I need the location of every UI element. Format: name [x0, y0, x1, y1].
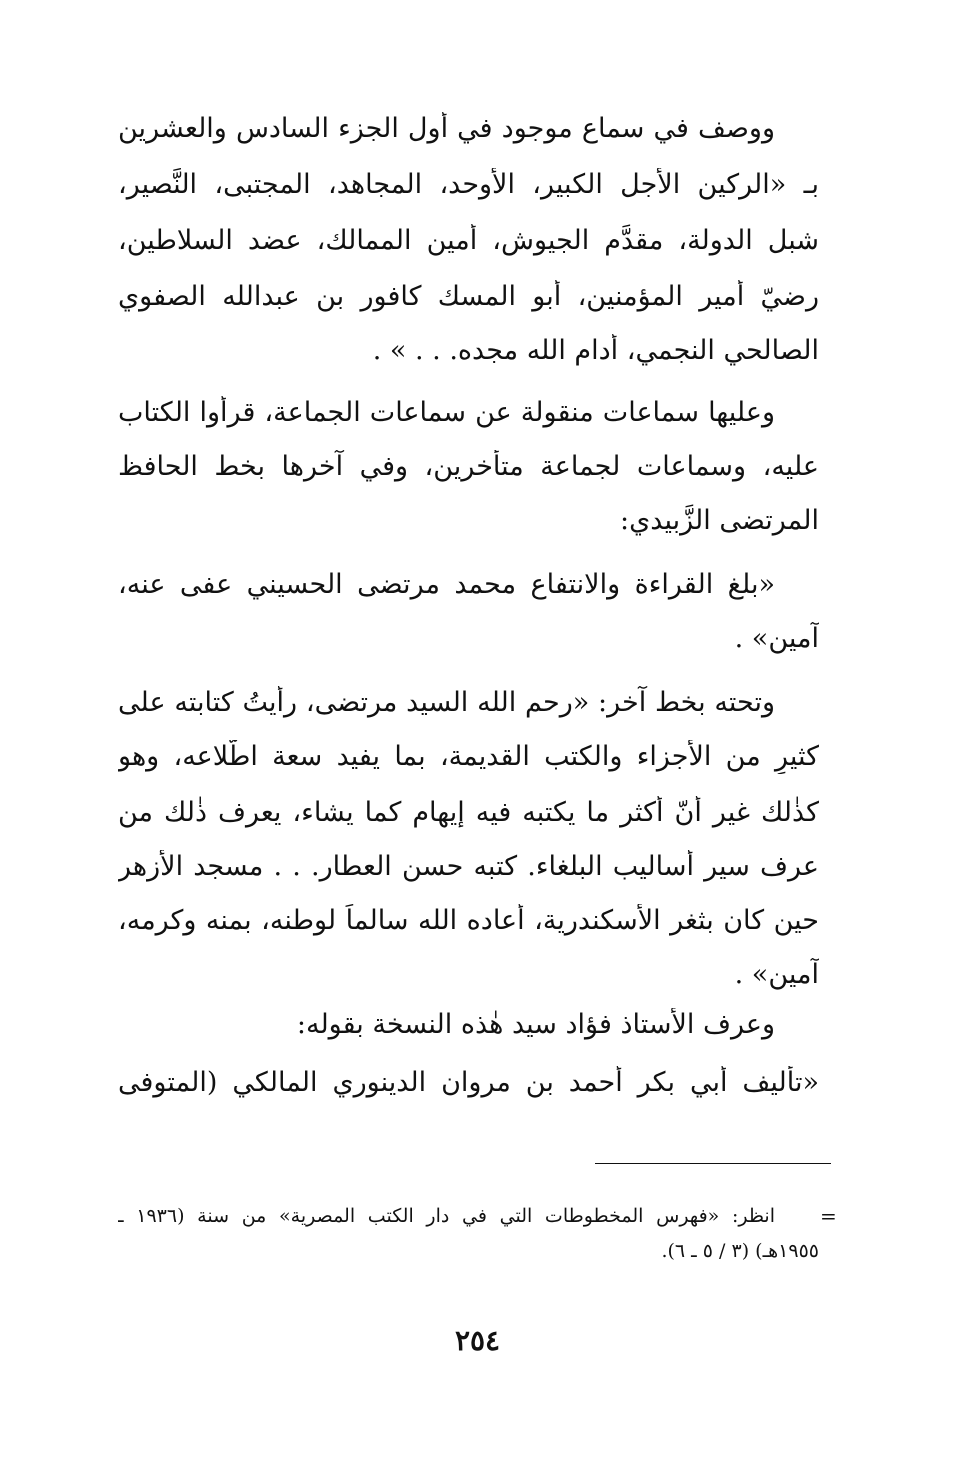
body-line-12: كثيرٍ من الأجزاء والكتب القديمة، بما يفيد سعة اطّلاعه، وهو: [118, 741, 819, 772]
body-line-2: بـ «الركين الأجل الكبير، الأوحد، المجاهد، المجتبى، النَّصير،: [118, 169, 819, 200]
body-line-16: آمين» .: [734, 959, 819, 990]
body-line-10: آمين» .: [734, 623, 819, 654]
footnote-separator: [595, 1163, 831, 1164]
footnote-continuation-marker: =: [820, 1204, 837, 1228]
body-line-3: شبل الدولة، مقدَّم الجيوش، أمين الممالك، عضد السلاطين،: [118, 225, 819, 256]
footnote-line-1: انظر: «فهرس المخطوطات التي في دار الكتب المصرية» من سنة (١٩٣٦ ـ: [118, 1205, 775, 1227]
body-line-17: وعرف الأستاذ فؤاد سيد هٰذه النسخة بقوله:: [296, 1009, 775, 1040]
footnote-line-2: ١٩٥٥هـ) (٣ / ٥ ـ ٦).: [661, 1240, 819, 1262]
body-line-5: الصالحي النجمي، أدام الله مجده. . . » .: [372, 335, 819, 366]
body-line-15: حين كان بثغر الأسكندرية، أعاده الله سالماً لوطنه، بمنه وكرمه،: [118, 905, 819, 936]
page-number: ٢٥٤: [454, 1324, 501, 1357]
body-line-8: المرتضى الزَّبيدي:: [620, 505, 819, 536]
body-line-13: كذٰلك غير أنّ أكثر ما يكتبه فيه إيهام كما يشاء، يعرف ذٰلك من: [118, 797, 819, 828]
body-line-9: «بلغ القراءة والانتفاع محمد مرتضى الحسيني عفى عنه،: [118, 569, 775, 600]
body-line-6: وعليها سماعات منقولة عن سماعات الجماعة، قرأوا الكتاب: [118, 397, 775, 428]
body-line-1: ووصف في سماع موجود في أول الجزء السادس والعشرين: [118, 113, 775, 144]
body-line-11: وتحته بخط آخر: «رحم الله السيد مرتضى، رأيتُ كتابته على: [118, 687, 775, 718]
body-line-18: «تأليف أبي بكر أحمد بن مروان الدينوري المالكي (المتوفى: [118, 1067, 819, 1098]
body-line-4: رضيّ أمير المؤمنين، أبو المسك كافور بن عبدالله الصفوي: [118, 281, 819, 312]
body-line-14: عرف سير أساليب البلغاء. كتبه حسن العطار. . . مسجد الأزهر: [118, 851, 819, 882]
body-line-7: عليه، وسماعات لجماعة متأخرين، وفي آخرها بخط الحافظ: [118, 451, 819, 482]
